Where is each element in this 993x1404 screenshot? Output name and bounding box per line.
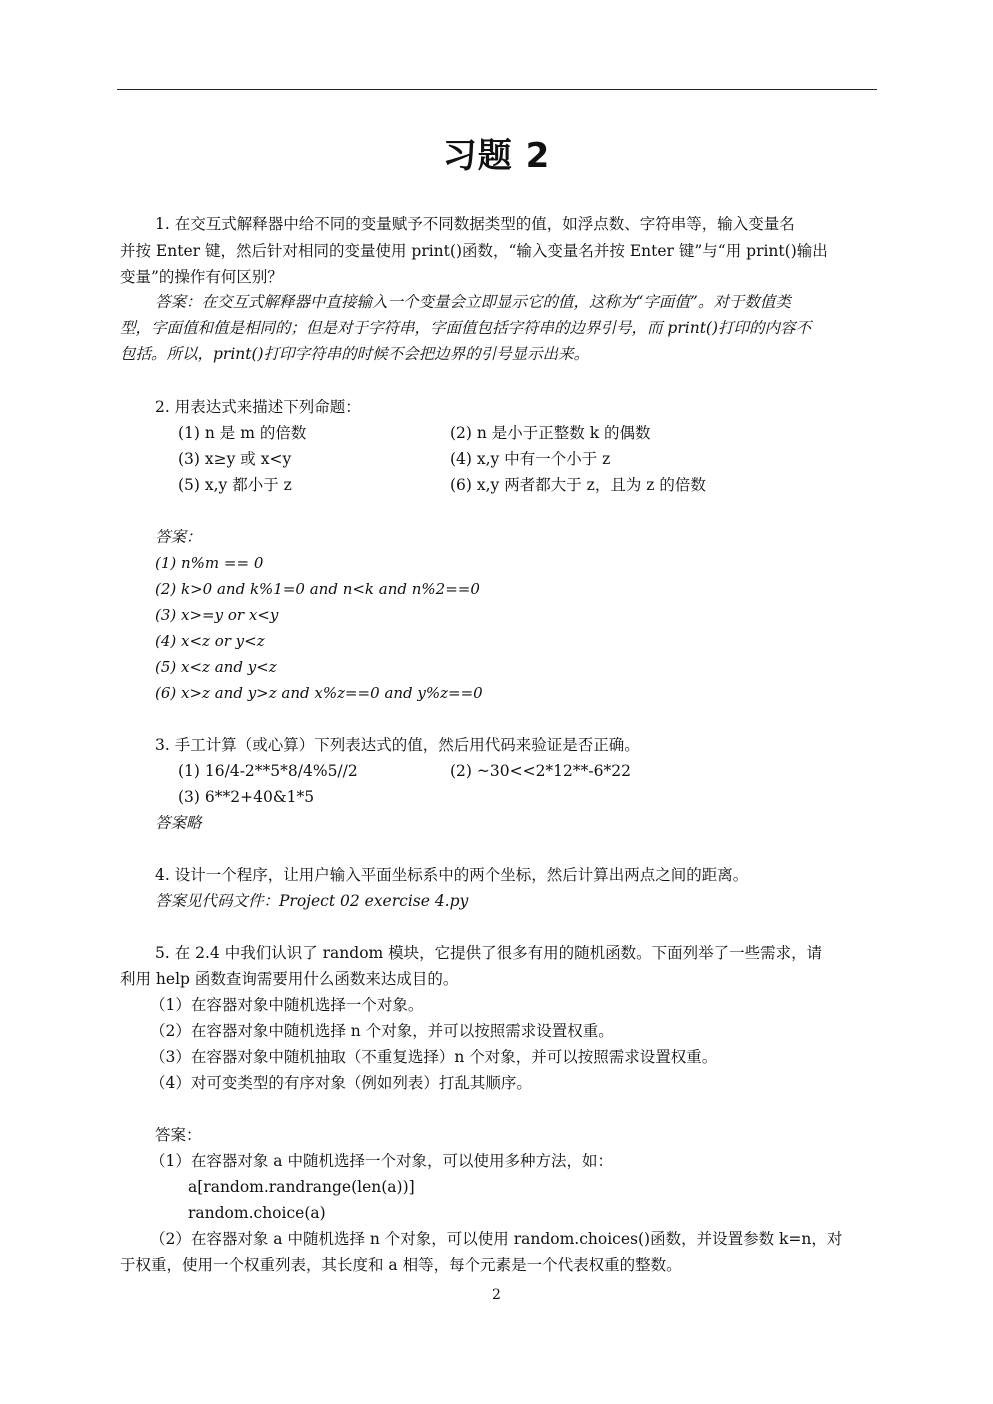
q4-heading: 4. 设计一个程序，让用户输入平面坐标系中的两个坐标，然后计算出两点之间的距离。 [155, 866, 749, 884]
q1-line-2: 并按 Enter 键，然后针对相同的变量使用 print()函数，“输入变量名并按 Enter 键”与“用 print()输出 [120, 242, 828, 260]
q5-item-2: （2）在容器对象中随机选择 n 个对象，并可以按照需求设置权重。 [150, 1022, 614, 1040]
q5-answer-code-2: random.choice(a) [188, 1204, 326, 1222]
q5-item-3: （3）在容器对象中随机抽取（不重复选择）n 个对象，并可以按照需求设置权重。 [150, 1048, 718, 1066]
q2-answer-3: (3) x>=y or x<y [155, 606, 279, 624]
q1-answer-line-3: 包括。所以，print()打印字符串的时候不会把边界的引号显示出来。 [120, 345, 590, 363]
q4-answer: 答案见代码文件：Project 02 exercise 4.py [155, 892, 469, 910]
q2-answer-4: (4) x<z or y<z [155, 632, 265, 650]
q5-answer-label: 答案： [155, 1126, 202, 1144]
q2-answer-1: (1) n%m == 0 [155, 554, 264, 572]
q5-answer-code-1: a[random.randrange(len(a))] [188, 1178, 415, 1196]
q3-item-3: (3) 6**2+40&1*5 [178, 788, 315, 806]
q1-line-3: 变量”的操作有何区别？ [120, 268, 283, 286]
q2-item-3: (3) x≥y 或 x<y [178, 450, 292, 468]
q1-answer-line-2: 型，字面值和值是相同的；但是对于字符串，字面值包括字符串的边界引号，而 print()打印的内容不 [120, 319, 812, 337]
page-number: 2 [492, 1287, 501, 1303]
q5-item-4: （4）对可变类型的有序对象（例如列表）打乱其顺序。 [150, 1074, 532, 1092]
q5-item-1: （1）在容器对象中随机选择一个对象。 [150, 996, 424, 1014]
q2-item-5: (5) x,y 都小于 z [178, 476, 292, 494]
q2-answer-2: (2) k>0 and k%1=0 and n<k and n%2==0 [155, 580, 480, 598]
header-rule [117, 89, 877, 90]
q2-item-4: (4) x,y 中有一个小于 z [450, 450, 611, 468]
q5-answer-line-2: （2）在容器对象 a 中随机选择 n 个对象，可以使用 random.choices()函数，并设置参数 k=n，对 [150, 1230, 843, 1248]
q2-item-2: (2) n 是小于正整数 k 的偶数 [450, 424, 651, 442]
q2-heading: 2. 用表达式来描述下列命题： [155, 398, 361, 416]
q2-answer-5: (5) x<z and y<z [155, 658, 277, 676]
q3-item-1: (1) 16/4-2**5*8/4%5//2 [178, 762, 358, 780]
page-title: 习题 2 [442, 136, 551, 176]
q5-answer-line-3: 于权重，使用一个权重列表，其长度和 a 相等，每个元素是一个代表权重的整数。 [120, 1256, 682, 1274]
q3-answer: 答案略 [155, 814, 202, 832]
q5-line-2: 利用 help 函数查询需要用什么函数来达成目的。 [120, 970, 459, 988]
q5-answer-line-1: （1）在容器对象 a 中随机选择一个对象，可以使用多种方法，如： [150, 1152, 613, 1170]
q5-line-1: 5. 在 2.4 中我们认识了 random 模块，它提供了很多有用的随机函数。下面列举了一些需求，请 [155, 944, 823, 962]
q2-answer-label: 答案： [155, 528, 202, 546]
q1-answer-line-1: 答案：在交互式解释器中直接输入一个变量会立即显示它的值，这称为“字面值”。对于数值类 [155, 293, 791, 311]
q3-item-2: (2) ~30<<2*12**-6*22 [450, 762, 631, 780]
q2-answer-6: (6) x>z and y>z and x%z==0 and y%z==0 [155, 684, 483, 702]
q2-item-6: (6) x,y 两者都大于 z，且为 z 的倍数 [450, 476, 706, 494]
q2-item-1: (1) n 是 m 的倍数 [178, 424, 307, 442]
q1-line-1: 1. 在交互式解释器中给不同的变量赋予不同数据类型的值，如浮点数、字符串等，输入变量名 [155, 215, 795, 233]
q3-heading: 3. 手工计算（或心算）下列表达式的值，然后用代码来验证是否正确。 [155, 736, 640, 754]
